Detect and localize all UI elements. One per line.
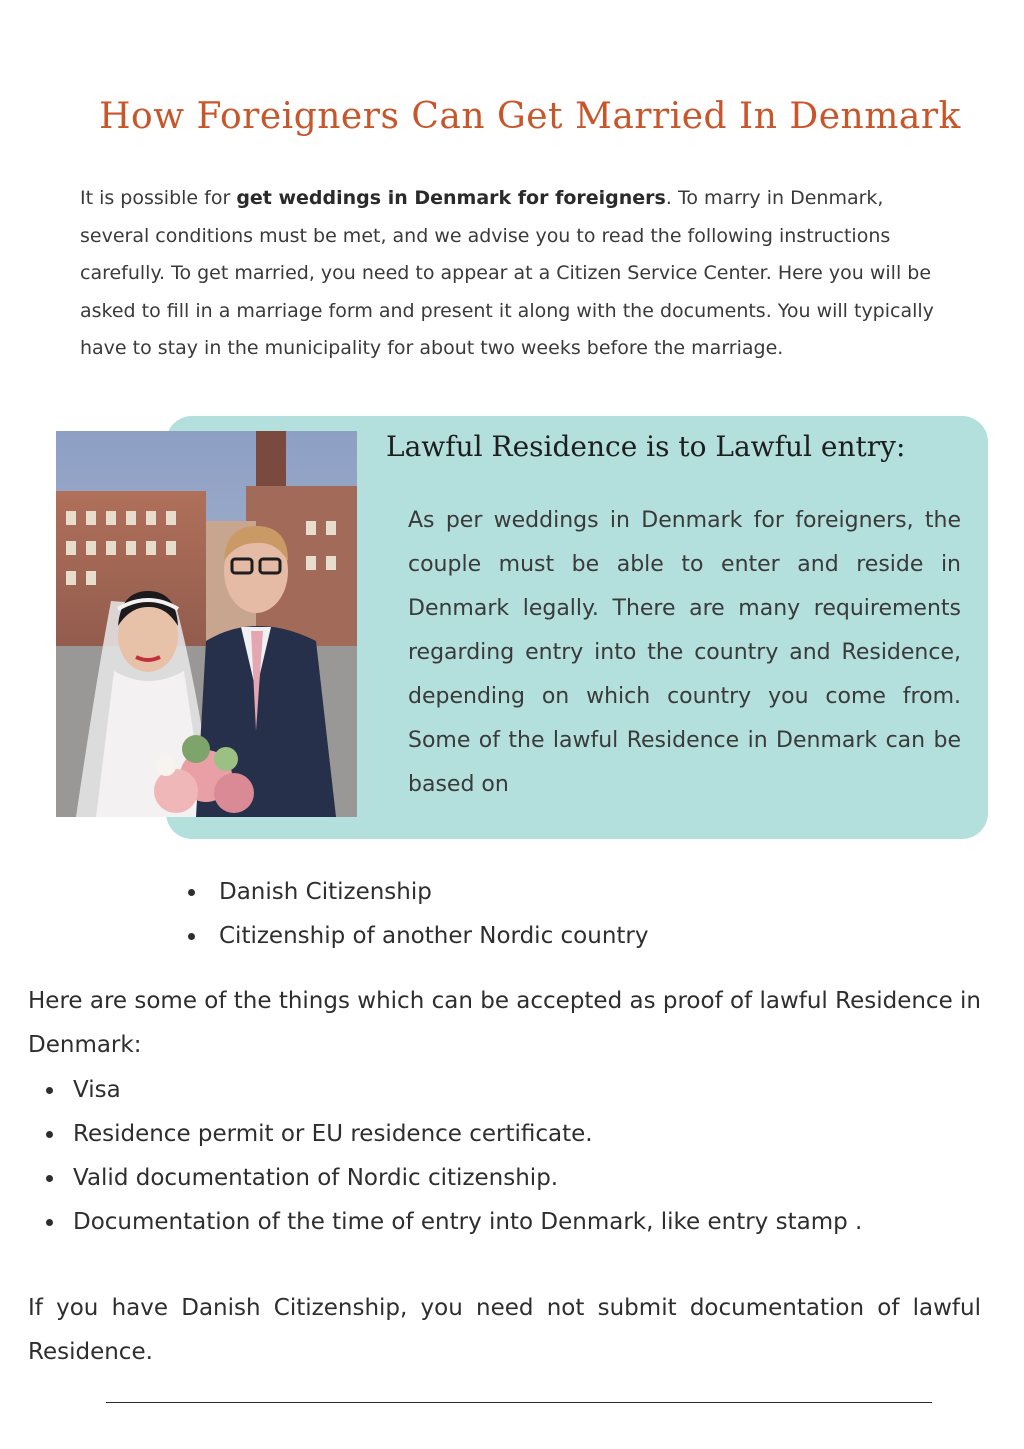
list-item	[46, 1200, 862, 1244]
panel-body: As per weddings in Denmark for foreigners, the couple must be able to enter and reside in Denmark legally. There are many requirements regarding entry into the country and Residence, depending on which country you come from. Some of the lawful Residence in Denmark can be based on	[408, 508, 961, 797]
wedding-couple-photo	[56, 431, 357, 817]
intro-paragraph	[80, 180, 940, 368]
proof-intro-paragraph: Here are some of the things which can be accepted as proof of lawful Residence in Denmark:	[28, 988, 982, 1058]
intro-text-start: It is possible for	[80, 187, 237, 209]
list-item	[188, 914, 649, 958]
panel-heading: Lawful Residence is to Lawful entry:	[386, 430, 906, 463]
footer-divider	[106, 1402, 932, 1403]
list-item	[188, 870, 649, 914]
bullet-icon	[46, 1131, 53, 1138]
list-item	[46, 1068, 862, 1112]
list-item-text: Citizenship of another Nordic country	[219, 923, 649, 949]
closing-paragraph: If you have Danish Citizenship, you need not submit documentation of lawful Residence.	[28, 1295, 981, 1365]
page-title: How Foreigners Can Get Married In Denmark	[99, 96, 961, 137]
list-item	[46, 1156, 862, 1200]
list-item-text: Danish Citizenship	[219, 879, 432, 905]
list-item-text: Visa	[73, 1077, 121, 1103]
intro-bold-phrase: get weddings in Denmark for foreigners	[236, 187, 666, 209]
intro-text-rest: . To marry in Denmark, several conditions must be met, and we advise you to read the following instructions carefully. To get married, you need to appear at a Citizen Service Center. Here you will be asked to fill in a marriage form and present it along with the documents. You will typically have to stay in the municipality for about two weeks before the marriage.	[80, 187, 934, 359]
citizenship-list	[188, 870, 649, 958]
list-item	[46, 1112, 862, 1156]
bullet-icon	[188, 933, 195, 940]
proof-list	[46, 1068, 862, 1244]
list-item-text: Residence permit or EU residence certificate.	[73, 1121, 593, 1147]
bullet-icon	[46, 1087, 53, 1094]
bullet-icon	[46, 1219, 53, 1226]
bullet-icon	[46, 1175, 53, 1182]
list-item-text: Documentation of the time of entry into Denmark, like entry stamp .	[73, 1209, 863, 1235]
bullet-icon	[188, 889, 195, 896]
list-item-text: Valid documentation of Nordic citizenship.	[73, 1165, 559, 1191]
